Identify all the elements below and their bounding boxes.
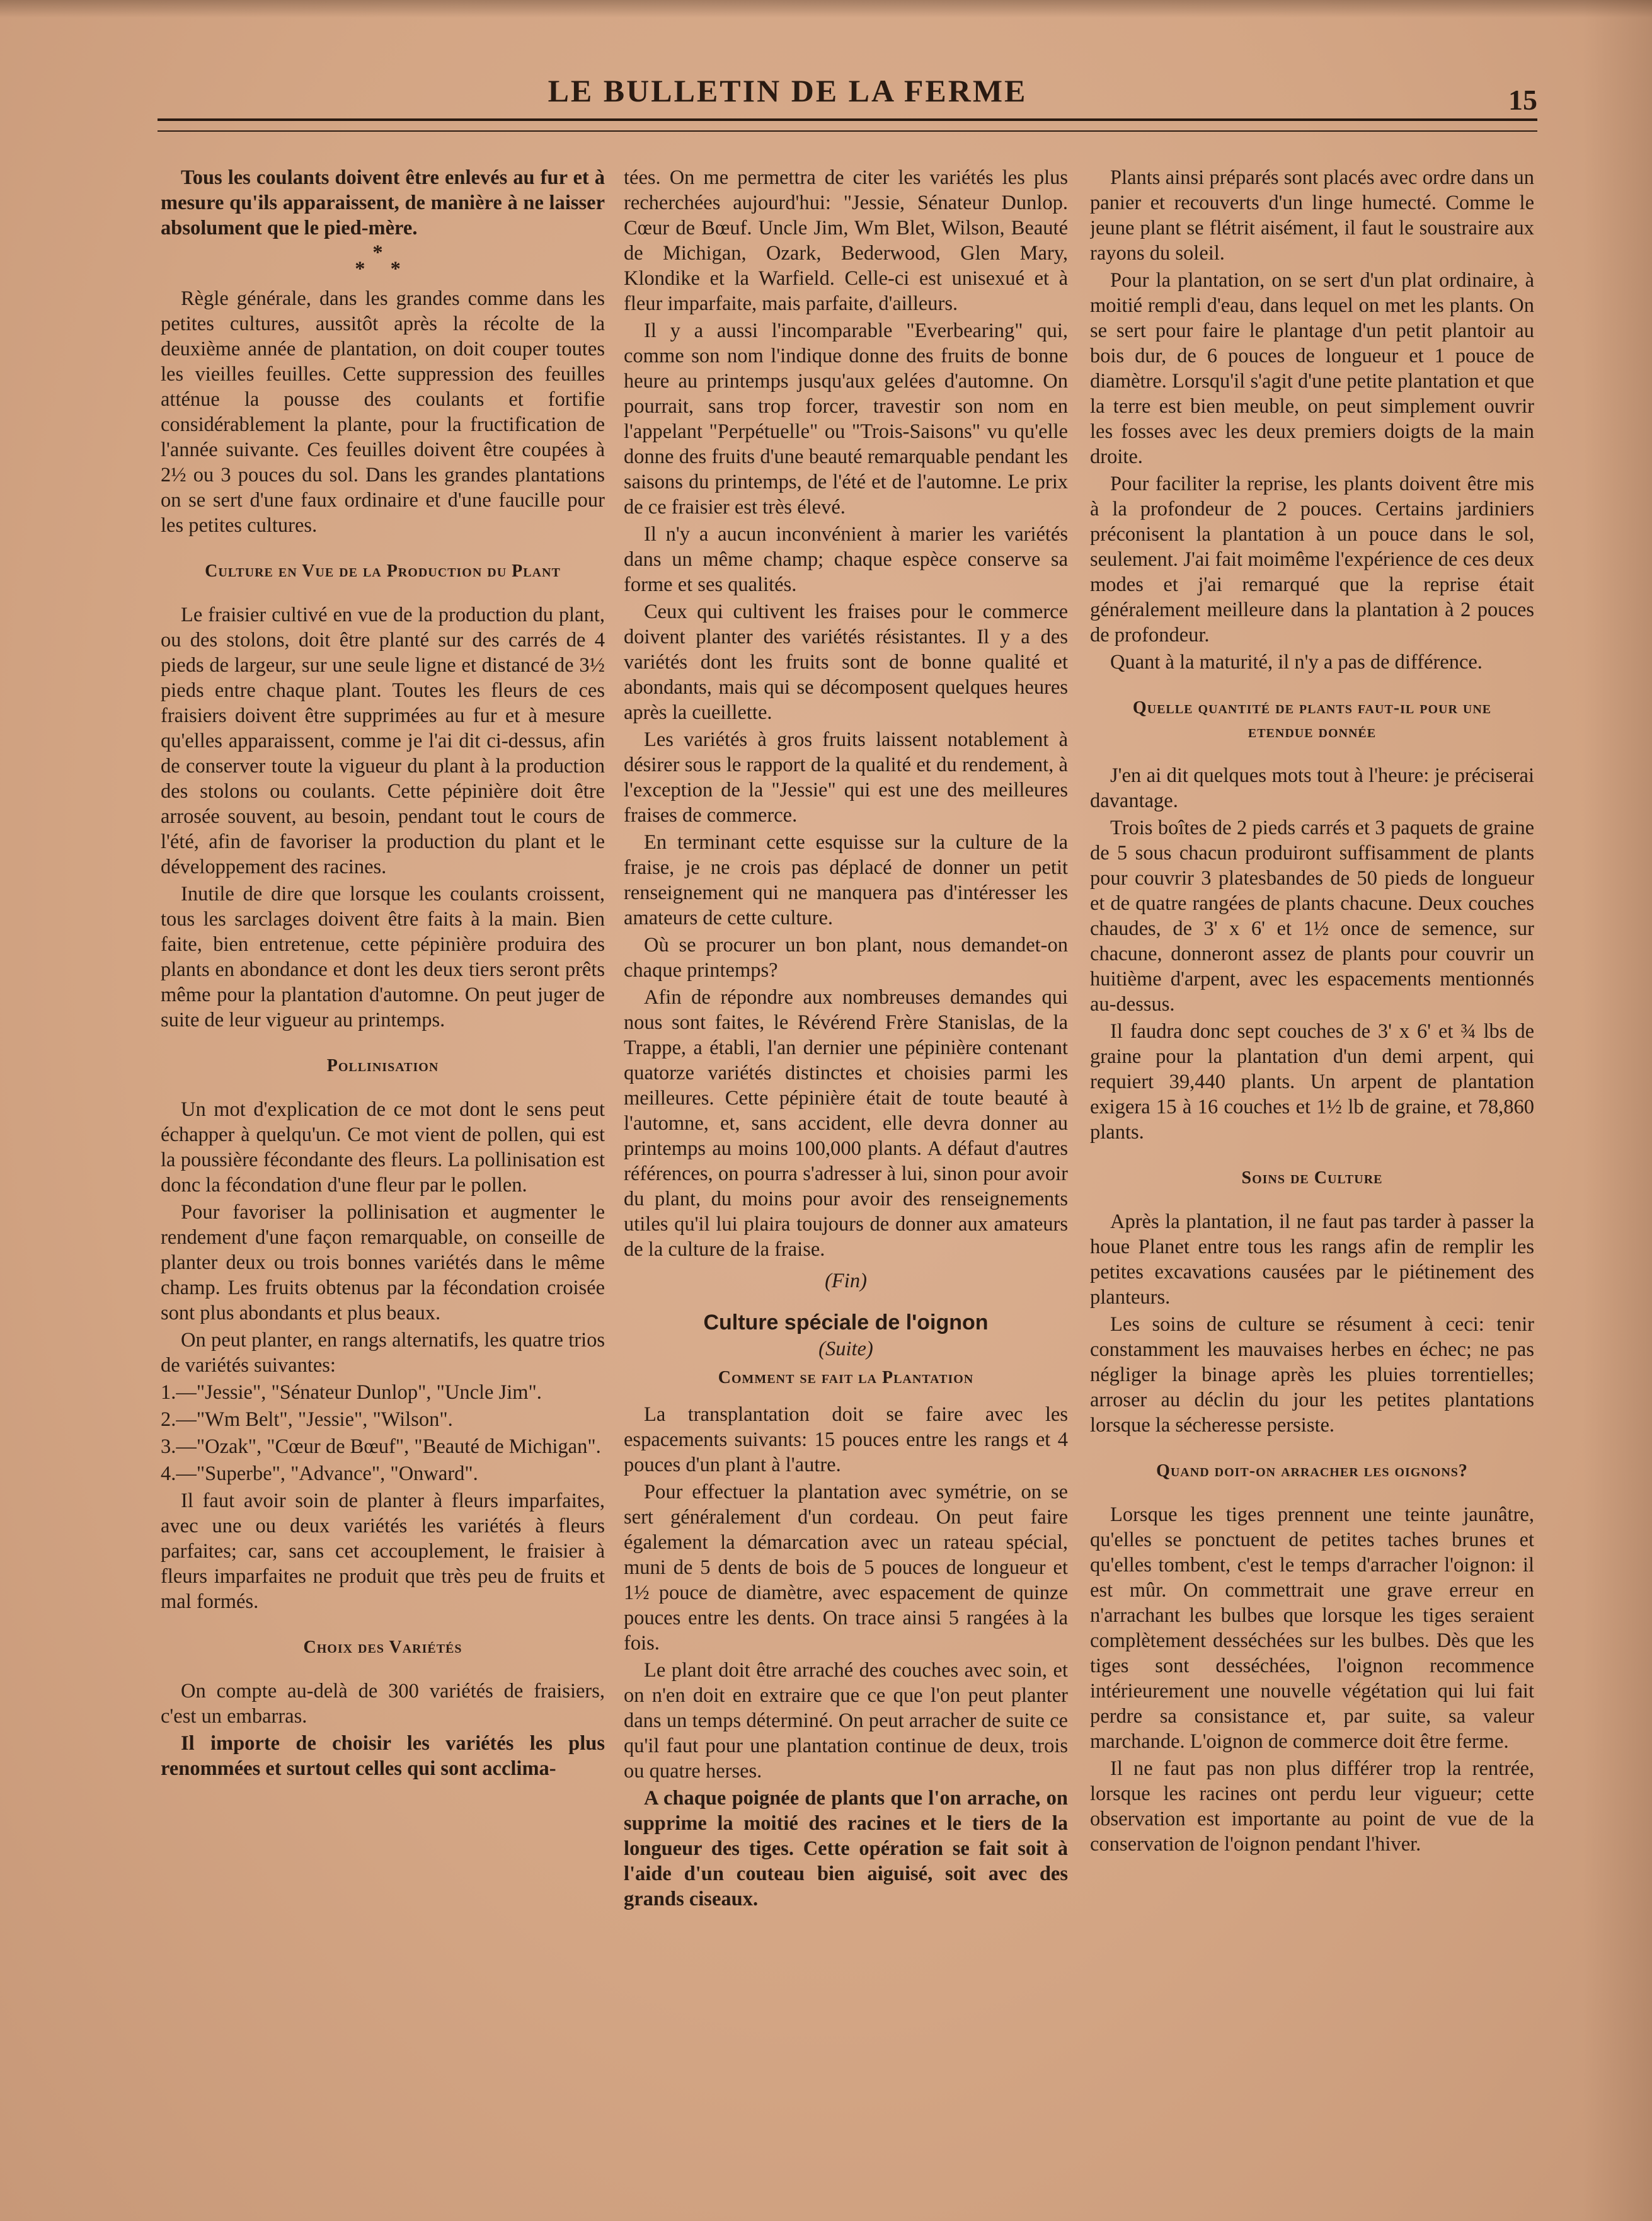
list-item: 4.—"Superbe", "Advance", "Onward".: [161, 1462, 478, 1485]
column-2: [624, 165, 1068, 2194]
section-heading: Quand doit-on arracher les oignons?: [1156, 1461, 1468, 1481]
paragraph: J'en ai dit quelques mots tout à l'heure: je préciserai davantage.: [1090, 764, 1534, 812]
paragraph: Pour favoriser la pollinisation et augmenter le rendement d'une façon remarquable, on conseille de planter deux ou trois bonnes variétés dans le même champ. Les fruits obtenus par la fécondation croisée sont plus abondants et plus beaux.: [161, 1201, 605, 1324]
paragraph: Il ne faut pas non plus différer trop la rentrée, lorsque les racines ont perdu leur vigueur; cette observation est importante au point de vue de la conservation de l'oignon pendant l'hiver.: [1090, 1757, 1534, 1856]
paragraph: Le plant doit être arraché des couches avec soin, et on n'en doit en extraire que ce que l'on peut planter dans un temps déterminé. On peut arracher de suite ce qu'il faut pour une plantation continue de deux, trois ou quatre herses.: [624, 1659, 1068, 1782]
paragraph: Il importe de choisir les variétés les plus renommées et surtout celles qui sont acclima-: [161, 1732, 605, 1780]
header-rule-thin: [158, 130, 1537, 132]
page-edge-shadow: [1583, 0, 1652, 2221]
paragraph: Lorsque les tiges prennent une teinte jaunâtre, qu'elles se ponctuent de petites taches brunes et qu'elles tombent, c'est le temps d'arracher l'oignon: il est mûr. On commettrait une grave erreur en n'arrachant les bulbes que lorsque les tiges seraient complètement desséchées sur les bulbes. Dès que les tiges sont desséchées, l'oignon recommence intérieurement une nouvelle végétation qui lui fait perdre sa consistance et, par suite, sa valeur marchande. L'oignon de commerce doit être ferme.: [1090, 1503, 1534, 1753]
paragraph: Ceux qui cultivent les fraises pour le commerce doivent planter des variétés résistantes. Il y a des variétés dont les fruits sont de bonne qualité et abondants, mais qui se décomposent quelques heures après la cueillette.: [624, 600, 1068, 724]
list-item: 2.—"Wm Belt", "Jessie", "Wilson".: [161, 1408, 453, 1431]
paragraph: Les soins de culture se résument à ceci: tenir constamment les mauvaises herbes en échec; ne pas négliger la binage après les pluies torrentielles; arroser au déclin du jour les petites plantations lorsque la sécheresse persiste.: [1090, 1313, 1534, 1437]
header-rule-thick: [158, 118, 1537, 121]
paragraph: Où se procurer un bon plant, nous demandet-on chaque printemps?: [624, 934, 1068, 982]
paragraph: Règle générale, dans les grandes comme dans les petites cultures, aussitôt après la récolte de la deuxième année de plantation, on doit couper toutes les vieilles feuilles. Cette suppression des feuilles atténue la pousse des coulants et fortifie considérablement la plante, pour la fructification de l'année suivante. Ces feuilles doivent être coupées à 2½ ou 3 pouces du sol. Dans les grandes plantations on se sert d'une faux ordinaire et d'une faucille pour les petites cultures.: [161, 287, 605, 537]
page-header: [158, 69, 1537, 126]
article-subtitle: (Suite): [818, 1338, 873, 1360]
paragraph: Après la plantation, il ne faut pas tarder à passer la houe Planet entre tous les rangs afin de remplir les petites excavations causées par le piétinement des planteurs.: [1090, 1210, 1534, 1309]
paragraph: Le fraisier cultivé en vue de la production du plant, ou des stolons, doit être planté sur des carrés de 4 pieds de largeur, sur une seule ligne et distancé de 3½ pieds entre chaque plant. Toutes les fleurs de ces fraisiers doivent être supprimées au fur et à mesure qu'elles apparaissent, comme je l'ai dit ci-dessus, afin de conserver toute la vigueur du plant à la production des stolons ou coulants. Cette pépinière doit être arrosée souvent, au besoin, pendant tout le cours de l'été, afin de favoriser la production du plant et le développement des racines.: [161, 604, 605, 878]
list-item: 3.—"Ozak", "Cœur de Bœuf", "Beauté de Michigan".: [161, 1435, 601, 1458]
paragraph: Il n'y a aucun inconvénient à marier les variétés dans un même champ; chaque espèce conserve sa forme et ses qualités.: [624, 523, 1068, 596]
section-heading: Comment se fait la Plantation: [718, 1368, 974, 1387]
paragraph: tées. On me permettra de citer les variétés les plus recherchées aujourd'hui: "Jessie, Sénateur Dunlop. Cœur de Bœuf. Uncle Jim, Wm Blet, Wilson, Beauté de Michigan, Ozark, Bederwood, Glen Mary, Klondike et la Warfield. Celle-ci est unisexué et à fleur imparfaite, mais parfaite, d'ailleurs.: [624, 166, 1068, 315]
paragraph: On peut planter, en rangs alternatifs, les quatre trios de variétés suivantes:: [161, 1329, 605, 1377]
column-1: [161, 165, 605, 2194]
paragraph: Plants ainsi préparés sont placés avec ordre dans un panier et recouverts d'un linge humecté. Comme le jeune plant se flétrit aisément, il faut le soustraire aux rayons du soleil.: [1090, 166, 1534, 265]
column-3: [1090, 165, 1534, 2194]
paragraph: Afin de répondre aux nombreuses demandes qui nous sont faites, le Révérend Frère Stanislas, de la Trappe, a établi, l'an dernier une pépinière contenant quatorze variétés distinctes et choisies parmi les meilleures. Cette pépinière était de toute beauté à l'automne, et, sans accident, elle devra donner au printemps au moins 100,000 plants. A défaut d'autres références, on pourra s'adresser à lui, sinon pour avoir du plant, du moins pour avoir des renseignements utiles qu'il lui plaira toujours de donner aux amateurs de la culture de la fraise.: [624, 986, 1068, 1261]
section-separator: * * *: [355, 241, 411, 280]
section-heading: Soins de Culture: [1241, 1168, 1383, 1188]
page-number: 15: [1508, 84, 1537, 116]
paragraph: On compte au-delà de 300 variétés de fraisiers, c'est un embarras.: [161, 1680, 605, 1728]
article-end-marker: (Fin): [825, 1270, 867, 1292]
paragraph: Un mot d'explication de ce mot dont le sens peut échapper à quelqu'un. Ce mot vient de pollen, qui est la poussière fécondante des fleurs. La pollinisation est donc la fécondation d'une fleur par le pollen.: [161, 1098, 605, 1197]
paragraph: La transplantation doit se faire avec les espacements suivants: 15 pouces entre les rangs et 4 pouces d'un plant à l'autre.: [624, 1403, 1068, 1476]
page-top-shadow: [0, 0, 1652, 18]
paragraph: A chaque poignée de plants que l'on arrache, on supprime la moitié des racines et le tiers de la longueur des tiges. Cette opération se fait soit à l'aide d'un couteau bien aiguisé, soit avec des grands ciseaux.: [624, 1787, 1068, 1910]
paragraph: Pour faciliter la reprise, les plants doivent être mis à la profondeur de 2 pouces. Certains jardiniers préconisent la plantation à un pouce dans le sol, seulement. J'ai fait moimême l'expérience de ces deux modes et j'ai remarqué que la reprise était généralement meilleure dans la plantation à 2 pouces de profondeur.: [1090, 473, 1534, 646]
section-heading: Culture en Vue de la Production du Plant: [205, 561, 561, 581]
paragraph: Trois boîtes de 2 pieds carrés et 3 paquets de graine de 5 sous chacun produiront suffisamment de plants pour couvrir 3 platesbandes de 50 pieds de longueur et de quatre rangées de plants chacune. Deux couches chaudes, de 3' x 6' et 1½ once de semence, sur chacune, donneront assez de plants pour couvrir un huitième d'arpent, avec les espacements mentionnés au-dessus.: [1090, 817, 1534, 1016]
paragraph: Quant à la maturité, il n'y a pas de différence.: [1110, 651, 1483, 674]
paragraph: Pour la plantation, on se sert d'un plat ordinaire, à moitié rempli d'eau, dans lequel on met les plants. On se sert pour faire le plantage d'un petit plantoir au bois dur, de 6 pouces de longueur et 1 pouce de diamètre. Lorsqu'il s'agit d'une petite plantation et que la terre est bien meuble, on peut simplement ouvrir les fosses avec les deux premiers doigts de la main droite.: [1090, 269, 1534, 468]
paragraph: Il faudra donc sept couches de 3' x 6' et ¾ lbs de graine pour la plantation d'un demi arpent, qui requiert 39,440 plants. Un arpent de plantation exigera 15 à 16 couches et 1½ lb de graine, et 78,860 plants.: [1090, 1020, 1534, 1144]
article-title: Culture spéciale de l'oignon: [703, 1311, 989, 1334]
paragraph: Tous les coulants doivent être enlevés au fur et à mesure qu'ils apparaissent, de manière à ne laisser absolument que le pied-mère.: [161, 166, 605, 239]
list-item: 1.—"Jessie", "Sénateur Dunlop", "Uncle Jim".: [161, 1381, 542, 1404]
section-heading: Quelle quantité de plants faut-il pour une etendue donnée: [1132, 698, 1492, 742]
paragraph: Pour effectuer la plantation avec symétrie, on se sert généralement d'un cordeau. On peut faire également la démarcation avec un rateau spécial, muni de 5 dents de bois de 5 pouces de longueur et 1½ pouce de diamètre, avec espacement de quinze pouces entre les dents. On trace ainsi 5 rangées à la fois.: [624, 1481, 1068, 1655]
paragraph: En terminant cette esquisse sur la culture de la fraise, je ne crois pas déplacé de donner un petit renseignement qui ne manquera pas d'intéresser les amateurs de cette culture.: [624, 831, 1068, 929]
newspaper-title: LE BULLETIN DE LA FERME: [548, 73, 1028, 108]
paragraph: Il faut avoir soin de planter à fleurs imparfaites, avec une ou deux variétés les variétés à fleurs parfaites; car, sans cet accouplement, le fraisier à fleurs imparfaites ne produit que très peu de fruits et mal formés.: [161, 1489, 605, 1613]
section-heading: Pollinisation: [326, 1056, 439, 1076]
paragraph: Inutile de dire que lorsque les coulants croissent, tous les sarclages doivent être faits à la main. Bien faite, bien entretenue, cette pépinière produira des plants en abondance et dont les deux tiers seront prêts même pour la plantation d'automne. On peut juger de suite de leur vigueur au printemps.: [161, 883, 605, 1031]
section-heading: Choix des Variétés: [303, 1638, 462, 1657]
paragraph: Il y a aussi l'incomparable "Everbearing" qui, comme son nom l'indique donne des fruits de bonne heure au printemps jusqu'aux gelées d'automne. On pourrait, sans trop forcer, travestir son nom en l'appelant "Perpétuelle" ou "Trois-Saisons" vu qu'elle donne des fruits d'une beauté remarquable pendant les saisons du printemps, de l'été et de l'automne. Le prix de ce fraisier est très élevé.: [624, 319, 1068, 519]
paragraph: Les variétés à gros fruits laissent notablement à désirer sous le rapport de la qualité et du rendement, à l'exception de la "Jessie" qui est une des meilleures fraises de commerce.: [624, 728, 1068, 827]
